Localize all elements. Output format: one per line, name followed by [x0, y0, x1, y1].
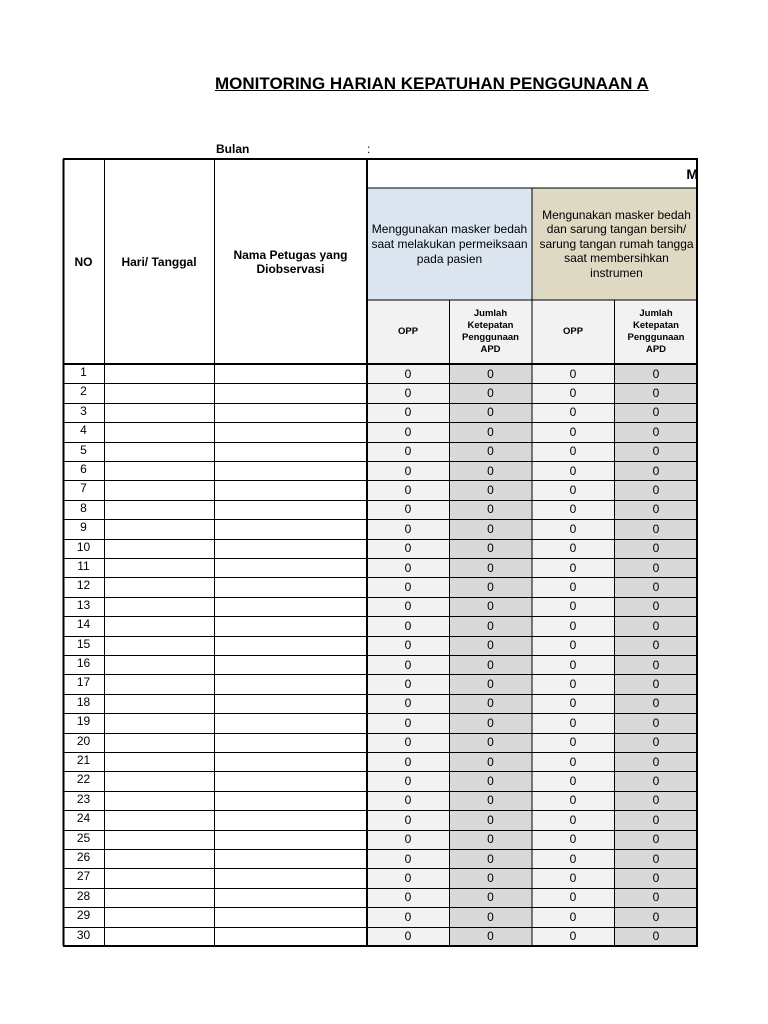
- row-opp-value: 0: [532, 713, 614, 732]
- row-jumlah-value: 0: [449, 500, 532, 519]
- row-jumlah-value: 0: [614, 636, 698, 655]
- row-opp-value: 0: [367, 674, 449, 693]
- row-jumlah-value: 0: [449, 636, 532, 655]
- row-opp-value: 0: [532, 733, 614, 752]
- row-jumlah-value: 0: [449, 674, 532, 693]
- row-jumlah-value: 0: [449, 616, 532, 635]
- row-jumlah-value: 0: [614, 597, 698, 616]
- row-opp-value: 0: [532, 558, 614, 577]
- row-opp-value: 0: [367, 655, 449, 674]
- row-jumlah-value: 0: [449, 558, 532, 577]
- row-number: 19: [76, 714, 91, 729]
- row-jumlah-value: 0: [614, 752, 698, 771]
- row-jumlah-value: 0: [449, 830, 532, 849]
- row-jumlah-value: 0: [614, 830, 698, 849]
- row-number: 23: [76, 791, 91, 806]
- row-opp-value: 0: [367, 558, 449, 577]
- row-jumlah-value: 0: [614, 888, 698, 907]
- row-number: 9: [80, 520, 87, 535]
- row-jumlah-value: 0: [449, 539, 532, 558]
- row-opp-value: 0: [532, 849, 614, 868]
- row-jumlah-value: 0: [449, 461, 532, 480]
- row-number: 12: [76, 578, 91, 593]
- row-jumlah-value: 0: [614, 461, 698, 480]
- row-jumlah-value: 0: [449, 888, 532, 907]
- row-opp-value: 0: [532, 927, 614, 946]
- row-number: 14: [76, 617, 91, 632]
- row-number: 11: [77, 559, 90, 573]
- row-jumlah-value: 0: [449, 810, 532, 829]
- row-opp-value: 0: [367, 500, 449, 519]
- header-jumlah-2: Jumlah Ketepatan Penggunaan APD: [614, 300, 698, 364]
- row-jumlah-value: 0: [614, 810, 698, 829]
- row-jumlah-value: 0: [449, 791, 532, 810]
- row-number: 27: [76, 869, 91, 884]
- row-number: 3: [80, 403, 87, 418]
- row-jumlah-value: 0: [449, 868, 532, 887]
- row-jumlah-value: 0: [449, 849, 532, 868]
- row-opp-value: 0: [367, 694, 449, 713]
- row-opp-value: 0: [367, 597, 449, 616]
- header-tanggal: Hari/ Tanggal: [121, 254, 197, 269]
- row-number: 25: [76, 830, 91, 845]
- row-jumlah-value: 0: [449, 771, 532, 790]
- row-opp-value: 0: [532, 907, 614, 926]
- row-jumlah-value: 0: [449, 752, 532, 771]
- row-opp-value: 0: [532, 694, 614, 713]
- row-opp-value: 0: [532, 888, 614, 907]
- header-nama: Nama Petugas yang Diobservasi: [233, 247, 348, 276]
- row-opp-value: 0: [367, 733, 449, 752]
- row-number: 4: [80, 423, 87, 438]
- row-number: 18: [76, 694, 91, 709]
- row-jumlah-value: 0: [449, 655, 532, 674]
- row-jumlah-value: 0: [449, 422, 532, 441]
- row-opp-value: 0: [367, 849, 449, 868]
- row-opp-value: 0: [532, 771, 614, 790]
- row-opp-value: 0: [367, 927, 449, 946]
- row-jumlah-value: 0: [449, 442, 532, 461]
- header-col2-line: Mengunakan masker bedah: [542, 207, 691, 222]
- row-opp-value: 0: [367, 830, 449, 849]
- row-opp-value: 0: [367, 442, 449, 461]
- header-opp-1: OPP: [367, 300, 449, 364]
- row-opp-value: 0: [532, 364, 614, 383]
- header-no: NO: [74, 254, 93, 269]
- row-number: 5: [80, 442, 87, 457]
- row-jumlah-value: 0: [449, 927, 532, 946]
- bulan-label: Bulan: [216, 142, 250, 156]
- row-jumlah-value: 0: [449, 907, 532, 926]
- row-jumlah-value: 0: [449, 480, 532, 499]
- row-jumlah-value: 0: [614, 694, 698, 713]
- bulan-colon: :: [367, 142, 371, 156]
- row-opp-value: 0: [367, 868, 449, 887]
- row-jumlah-value: 0: [614, 500, 698, 519]
- row-opp-value: 0: [532, 422, 614, 441]
- row-opp-value: 0: [367, 539, 449, 558]
- header-col2-line: instrumen: [590, 265, 643, 280]
- row-opp-value: 0: [532, 616, 614, 635]
- row-jumlah-value: 0: [614, 868, 698, 887]
- row-number: 8: [80, 500, 87, 515]
- row-opp-value: 0: [367, 752, 449, 771]
- row-opp-value: 0: [367, 791, 449, 810]
- row-opp-value: 0: [532, 519, 614, 538]
- row-jumlah-value: 0: [614, 422, 698, 441]
- row-opp-value: 0: [532, 577, 614, 596]
- row-jumlah-value: 0: [614, 791, 698, 810]
- row-opp-value: 0: [532, 480, 614, 499]
- row-number: 30: [76, 927, 91, 942]
- row-jumlah-value: 0: [614, 907, 698, 926]
- row-number: 1: [80, 365, 87, 379]
- row-opp-value: 0: [367, 383, 449, 402]
- row-number: 24: [76, 811, 91, 826]
- header-col1-title: Menggunakan masker bedah saat melakukan permeiksaan pada pasien: [367, 188, 532, 300]
- row-jumlah-value: 0: [614, 519, 698, 538]
- row-opp-value: 0: [532, 752, 614, 771]
- row-opp-value: 0: [367, 577, 449, 596]
- row-opp-value: 0: [367, 888, 449, 907]
- header-jumlah-1: Jumlah Ketepatan Penggunaan APD: [449, 300, 532, 364]
- header-group: M: [686, 165, 698, 182]
- row-number: 20: [76, 733, 91, 748]
- row-jumlah-value: 0: [449, 364, 532, 383]
- row-opp-value: 0: [532, 810, 614, 829]
- row-jumlah-value: 0: [449, 733, 532, 752]
- row-jumlah-value: 0: [449, 694, 532, 713]
- row-number: 21: [76, 753, 91, 767]
- row-jumlah-value: 0: [449, 403, 532, 422]
- row-jumlah-value: 0: [614, 927, 698, 946]
- row-opp-value: 0: [367, 713, 449, 732]
- row-opp-value: 0: [532, 442, 614, 461]
- row-jumlah-value: 0: [614, 616, 698, 635]
- row-jumlah-value: 0: [449, 519, 532, 538]
- row-opp-value: 0: [532, 830, 614, 849]
- row-jumlah-value: 0: [614, 849, 698, 868]
- header-opp-2: OPP: [532, 300, 614, 364]
- row-opp-value: 0: [367, 616, 449, 635]
- row-opp-value: 0: [532, 597, 614, 616]
- header-col2-line: saat membersihkan: [564, 251, 669, 266]
- row-opp-value: 0: [367, 636, 449, 655]
- row-jumlah-value: 0: [614, 674, 698, 693]
- row-number: 6: [80, 462, 87, 476]
- row-jumlah-value: 0: [614, 480, 698, 499]
- row-jumlah-value: 0: [614, 655, 698, 674]
- row-opp-value: 0: [367, 422, 449, 441]
- row-opp-value: 0: [367, 519, 449, 538]
- row-jumlah-value: 0: [614, 577, 698, 596]
- row-number: 17: [76, 675, 91, 690]
- row-jumlah-value: 0: [614, 771, 698, 790]
- row-opp-value: 0: [532, 500, 614, 519]
- row-opp-value: 0: [532, 403, 614, 422]
- row-number: 13: [76, 597, 91, 612]
- row-opp-value: 0: [367, 810, 449, 829]
- row-number: 26: [76, 850, 91, 864]
- row-opp-value: 0: [367, 771, 449, 790]
- row-number: 10: [76, 539, 91, 554]
- row-opp-value: 0: [532, 674, 614, 693]
- row-number: 28: [76, 888, 91, 903]
- row-number: 2: [80, 384, 87, 399]
- row-jumlah-value: 0: [614, 733, 698, 752]
- page-title: MONITORING HARIAN KEPATUHAN PENGGUNAAN A: [215, 74, 649, 93]
- row-jumlah-value: 0: [449, 713, 532, 732]
- row-opp-value: 0: [532, 655, 614, 674]
- row-opp-value: 0: [532, 383, 614, 402]
- row-opp-value: 0: [532, 539, 614, 558]
- row-jumlah-value: 0: [614, 558, 698, 577]
- row-opp-value: 0: [367, 364, 449, 383]
- row-opp-value: 0: [367, 480, 449, 499]
- header-col2-line: sarung tangan rumah tangga: [539, 236, 694, 251]
- row-jumlah-value: 0: [614, 539, 698, 558]
- row-number: 29: [76, 908, 91, 923]
- row-number: 15: [76, 636, 91, 651]
- row-jumlah-value: 0: [614, 364, 698, 383]
- row-opp-value: 0: [367, 461, 449, 480]
- row-number: 7: [80, 481, 87, 496]
- row-jumlah-value: 0: [614, 403, 698, 422]
- row-jumlah-value: 0: [614, 713, 698, 732]
- row-jumlah-value: 0: [449, 577, 532, 596]
- row-jumlah-value: 0: [449, 597, 532, 616]
- row-jumlah-value: 0: [449, 383, 532, 402]
- row-opp-value: 0: [367, 403, 449, 422]
- row-opp-value: 0: [367, 907, 449, 926]
- row-jumlah-value: 0: [614, 442, 698, 461]
- row-opp-value: 0: [532, 636, 614, 655]
- header-col2-line: dan sarung tangan bersih/: [546, 222, 687, 237]
- row-opp-value: 0: [532, 791, 614, 810]
- row-jumlah-value: 0: [614, 383, 698, 402]
- row-opp-value: 0: [532, 461, 614, 480]
- row-opp-value: 0: [532, 868, 614, 887]
- row-number: 16: [76, 656, 91, 670]
- row-number: 22: [76, 772, 91, 787]
